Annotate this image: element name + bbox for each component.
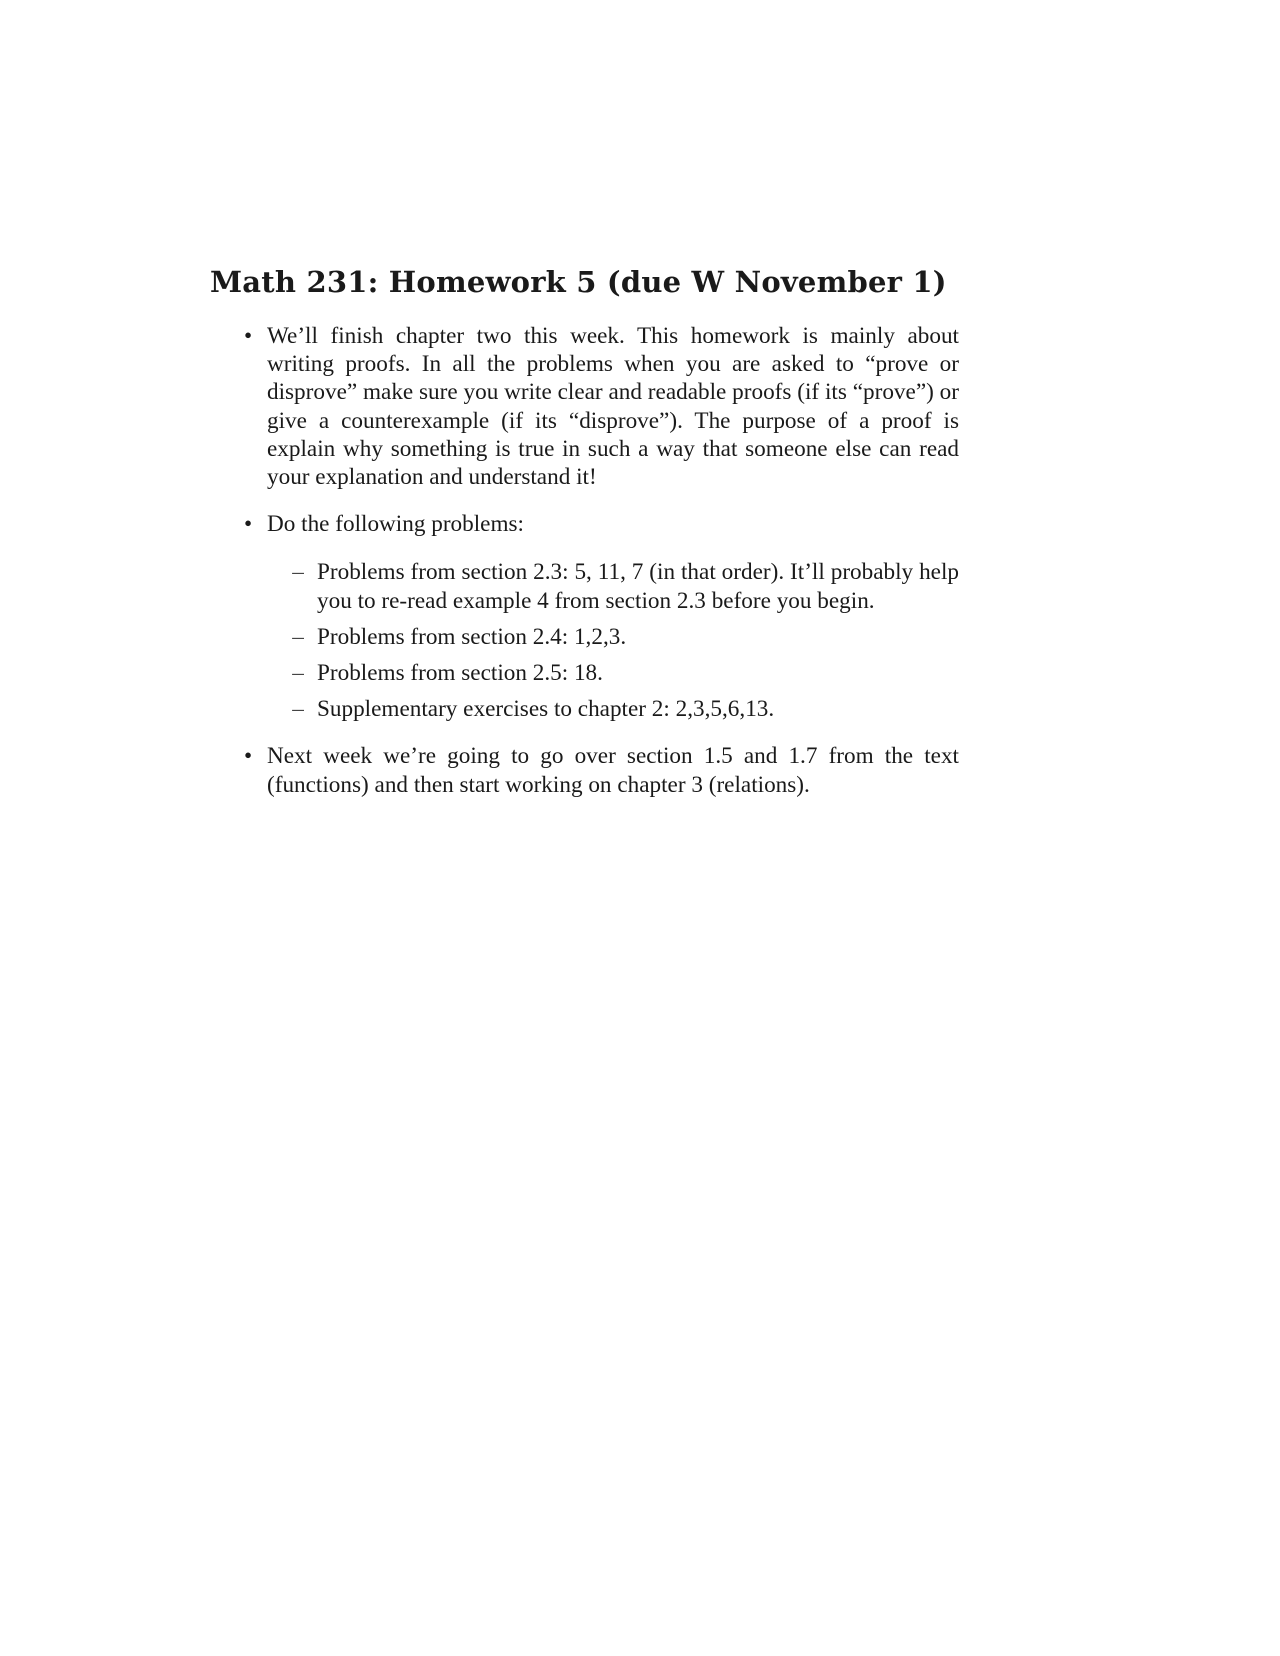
sublist-item-section-2-4 bbox=[292, 623, 959, 651]
sublist-item-section-2-3 bbox=[292, 558, 959, 614]
bullet-icon: • bbox=[243, 511, 253, 538]
sublist-item-supplementary bbox=[292, 695, 959, 723]
next-week-text: Next week we’re going to go over section 1.5 and 1.7 from the text (functions) and then start working on chapter 3 (relations). bbox=[267, 743, 959, 798]
bullet-icon: • bbox=[243, 743, 253, 770]
dash-icon: – bbox=[292, 559, 304, 586]
list-item-problems bbox=[243, 510, 959, 723]
problems-heading: Do the following problems: bbox=[267, 511, 524, 538]
sublist-item-text: Problems from section 2.4: 1,2,3. bbox=[317, 623, 627, 650]
problem-sublist bbox=[267, 558, 959, 723]
list-item-intro bbox=[243, 322, 959, 491]
sublist-item-text: Supplementary exercises to chapter 2: 2,3,5,6,13. bbox=[317, 696, 775, 723]
sublist-item-section-2-5 bbox=[292, 659, 959, 687]
sublist-item-text: Problems from section 2.3: 5, 11, 7 (in that order). It’ll probably help you to re-read example 4 from section 2.3 before you begin. bbox=[317, 559, 959, 614]
bullet-icon: • bbox=[243, 323, 253, 349]
intro-text: We’ll finish chapter two this week. This homework is mainly about writing proofs. In all the problems when you are asked to “prove or disprove” make sure you write clear and readable proofs (if its “prove”) or give a counterexample (if its “disprove”). The purpose of a proof is explain why something is true in such a way that someone else can read your explanation and understand it! bbox=[267, 323, 959, 491]
sublist-item-text: Problems from section 2.5: 18. bbox=[317, 660, 603, 687]
dash-icon: – bbox=[292, 696, 304, 723]
list-item-next-week bbox=[243, 742, 959, 798]
dash-icon: – bbox=[292, 660, 304, 687]
homework-list bbox=[0, 322, 1280, 799]
dash-icon: – bbox=[292, 623, 304, 650]
page-title: Math 231: Homework 5 (due W November 1) bbox=[210, 265, 947, 299]
